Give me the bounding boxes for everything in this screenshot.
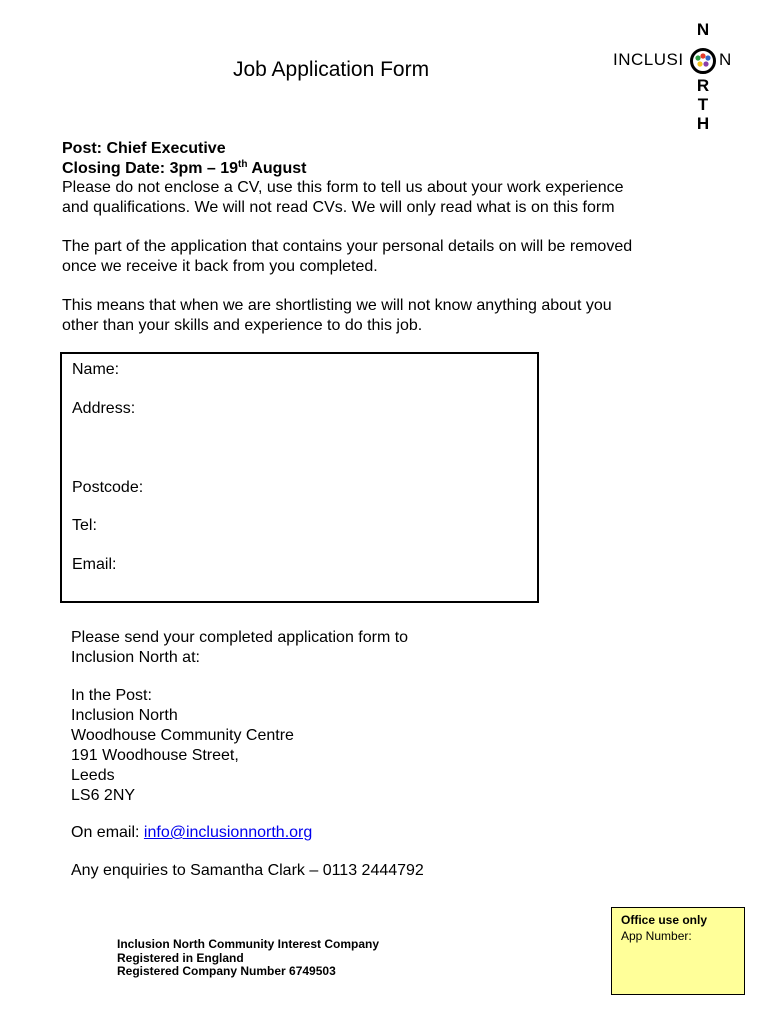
personal-details-box xyxy=(60,352,539,603)
logo-people-circle-icon xyxy=(689,47,717,75)
post-line: Post: Chief Executive xyxy=(62,140,226,157)
closing-date-prefix: Closing Date: 3pm – 19 xyxy=(62,160,239,177)
footer-line: Registered Company Number 6749503 xyxy=(117,964,336,978)
address-line: Woodhouse Community Centre xyxy=(71,727,294,744)
tel-field-label: Tel: xyxy=(72,517,97,534)
instructions-paragraph xyxy=(62,178,624,218)
office-use-title: Office use only xyxy=(621,913,708,927)
closing-date-line xyxy=(62,159,306,179)
logo-vertical-t: T xyxy=(697,95,709,114)
closing-date-sup: th xyxy=(238,159,248,170)
email-line xyxy=(71,823,312,843)
email-link[interactable]: info@inclusionnorth.org xyxy=(143,824,313,841)
logo-vertical-n: N xyxy=(696,20,710,39)
address-line: LS6 2NY xyxy=(71,787,136,804)
page-title: Job Application Form xyxy=(233,58,430,81)
closing-date-suffix: August xyxy=(247,160,307,177)
logo-vertical-r: R xyxy=(696,76,710,95)
address-line: 191 Woodhouse Street, xyxy=(71,747,239,764)
footer-line: Registered in England xyxy=(117,950,244,965)
app-number-label: App Number: xyxy=(621,929,692,943)
send-instructions xyxy=(71,628,408,668)
send-line: Please send your completed application form to xyxy=(71,629,409,646)
paragraph-line: other than your skills and experience to do this job. xyxy=(62,317,423,334)
name-field-label: Name: xyxy=(72,361,120,378)
paragraph-line: once we receive it back from you completed. xyxy=(62,258,378,275)
footer-line: Inclusion North Community Interest Company xyxy=(117,937,380,951)
paragraph-line: This means that when we are shortlisting we will not know anything about you xyxy=(62,297,612,314)
company-footer xyxy=(117,938,379,979)
paragraph-line: Please do not enclose a CV, use this form to tell us about your work experience xyxy=(62,179,624,196)
enquiries-line: Any enquiries to Samantha Clark – 0113 2444792 xyxy=(71,862,424,879)
address-line: Inclusion North xyxy=(71,707,178,724)
send-line: Inclusion North at: xyxy=(71,649,200,666)
inclusion-north-logo xyxy=(605,20,745,135)
address-field-label: Address: xyxy=(72,400,136,417)
paragraph-line: The part of the application that contains your personal details on will be removed xyxy=(62,238,633,255)
address-line: Leeds xyxy=(71,767,115,784)
office-use-box xyxy=(611,907,745,995)
email-field-label: Email: xyxy=(72,556,117,573)
paragraph-line: and qualifications. We will not read CVs. We will only read what is on this form xyxy=(62,199,615,216)
email-label: On email: xyxy=(71,824,144,841)
address-line: In the Post: xyxy=(71,687,152,704)
postal-address xyxy=(71,686,294,806)
logo-vertical-h: H xyxy=(696,114,710,133)
logo-word-inclusi: INCLUSI xyxy=(613,50,684,69)
logo-letter-n: N xyxy=(719,50,732,69)
shortlisting-paragraph xyxy=(62,296,612,336)
personal-details-paragraph xyxy=(62,237,632,277)
postcode-field-label: Postcode: xyxy=(72,479,144,496)
